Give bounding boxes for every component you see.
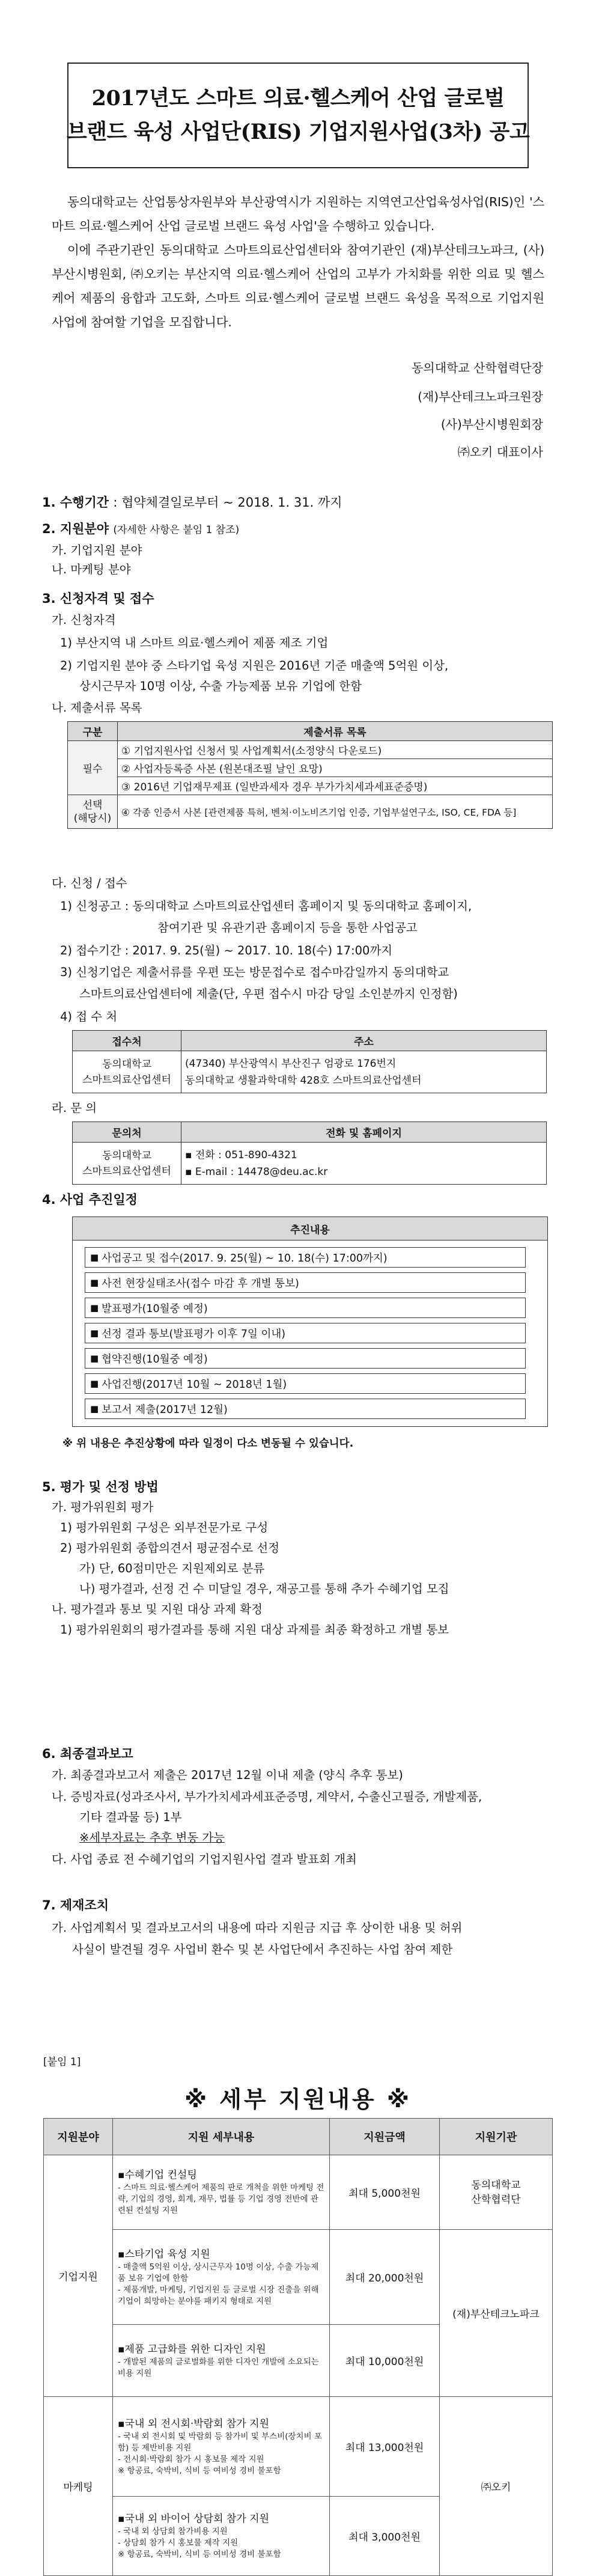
documents-header-list: 제출서류 목록 (118, 722, 553, 741)
support-header-field: 지원분야 (44, 2119, 113, 2155)
section-7-head: 7. 제재조치 (42, 1898, 109, 1912)
support-item-3 (113, 2325, 330, 2397)
support-item-5-desc-2: - 상담회 참가 시 홍보물 제작 지원 (118, 2538, 239, 2548)
section-1-title: 1. 수행기간 (42, 495, 109, 510)
section-3-na: 나. 제출서류 목록 (52, 701, 142, 715)
reception-place (73, 1051, 181, 1093)
apply-1b: 참여기관 및 유관기관 홈페이지 등을 통한 사업공고 (157, 921, 418, 935)
support-item-5-desc-1: - 국내 외 상담회 참가비용 지원 (118, 2527, 228, 2536)
schedule-row-6: ■ 사업진행(2017년 10월 ~ 2018년 1월) (85, 1373, 526, 1394)
reception-place-1: 동의대학교 (102, 1058, 152, 1070)
qualification-2a: 2) 기업지원 분야 중 스타기업 육성 지원은 2016년 기준 매출액 5억원 이상, (60, 659, 449, 673)
documents-optional-label-2: (해당시) (73, 812, 112, 825)
section-5-head: 5. 평가 및 선정 방법 (42, 1480, 159, 1494)
apply-3a: 3) 신청기업은 제출서류를 우편 또는 방문접수로 접수마감일까지 동의대학교 (60, 965, 449, 979)
support-header-org: 지원기관 (440, 2119, 553, 2155)
evaluation-2-ga: 가) 단, 60점미만은 지원제외로 분류 (79, 1561, 265, 1575)
contact-header-info: 전화 및 홈페이지 (181, 1122, 547, 1143)
section-3-head: 3. 신청자격 및 접수 (42, 591, 154, 606)
documents-required-2: ② 사업자등록증 사본 (원본대조필 날인 요망) (118, 759, 553, 777)
documents-table (67, 721, 553, 829)
support-org-1 (440, 2155, 553, 2230)
apply-3b: 스마트의료산업센터에 제출(단, 우편 접수시 마감 당일 소인분까지 인정함) (79, 987, 458, 1001)
reception-address-2: 동의대학교 생활과학대학 428호 스마트의료산업센터 (185, 1074, 422, 1087)
schedule-row-2: ■ 사전 현장실태조사(접수 마감 후 개별 통보) (85, 1272, 526, 1293)
schedule-row-2-text: 사전 현장실태조사(접수 마감 후 개별 통보) (101, 1277, 299, 1290)
support-item-4 (113, 2397, 330, 2497)
schedule-row-4: ■ 선정 결과 통보(발표평가 이후 7일 이내) (85, 1323, 526, 1343)
support-item-4-desc-2: - 전시회·박람회 참가 시 홍보물 제작 지원 (118, 2454, 264, 2464)
title-box (67, 63, 529, 168)
support-item-1-title: ▪수혜기업 컨설팅 (118, 2169, 197, 2181)
schedule-header: 추진내용 (73, 1217, 547, 1241)
documents-required-3: ③ 2016년 기업재무제표 (일반과세자 경우 부가가치세과세표준증명) (118, 777, 553, 795)
title-line-2: 브랜드 육성 사업단(RIS) 기업지원사업(3차) 공고 (66, 120, 530, 144)
schedule-note: ※ 위 내용은 추진상황에 따라 일정이 다소 변동될 수 있습니다. (62, 1438, 354, 1450)
schedule-row-7-text: 보고서 제출(2017년 12월) (101, 1403, 228, 1416)
signer-2: (재)부산테크노파크원장 (418, 389, 543, 404)
reception-place-2: 스마트의료산업센터 (82, 1073, 171, 1086)
contact-place-2: 스마트의료산업센터 (82, 1165, 171, 1177)
documents-required-label: 필수 (68, 741, 118, 795)
support-org-1a: 동의대학교 (471, 2179, 521, 2191)
section-5-na: 나. 평가결과 통보 및 지원 대상 과제 확정 (52, 1602, 263, 1616)
schedule-row-3: ■ 발표평가(10월중 예정) (85, 1298, 526, 1318)
contact-info (181, 1143, 547, 1185)
support-item-2-amount: 최대 20,000천원 (330, 2230, 440, 2325)
reception-address (181, 1051, 547, 1093)
support-item-1-amount: 최대 5,000천원 (330, 2155, 440, 2230)
section-2-item-1: 가. 기업지원 분야 (52, 543, 142, 557)
contact-email: ▪ E-mail : 14478@deu.ac.kr (185, 1165, 328, 1178)
support-item-2-desc-2: - 제품개발, 마케팅, 기업지원 등 글로벌 시장 진출을 위해 기업이 희망하는 분야를 패키지 형태로 지원 (118, 2285, 319, 2306)
reception-address-1: (47340) 부산광역시 부산진구 엄광로 176번지 (185, 1057, 397, 1070)
schedule-row-5: ■ 협약진행(10월중 예정) (85, 1348, 526, 1369)
support-table (43, 2118, 553, 2576)
section-6-head: 6. 최종결과보고 (42, 1747, 133, 1761)
support-item-4-desc-3: ※ 항공료, 숙박비, 식비 등 여비성 경비 불포함 (118, 2465, 281, 2476)
contact-header-place: 문의처 (73, 1122, 181, 1143)
apply-2: 2) 접수기간 : 2017. 9. 25(월) ~ 2017. 10. 18(수) 17:00까지 (60, 944, 393, 957)
schedule-box (72, 1216, 548, 1427)
support-item-4-title: ▪국내 외 전시회·박람회 참가 지원 (118, 2417, 270, 2430)
signer-4: ㈜오키 대표이사 (457, 445, 543, 459)
documents-optional: ④ 각종 인증서 사본 [관련제품 특허, 벤처·이노비즈기업 인증, 기업부설연구소, ISO, CE, FDA 등] (118, 795, 553, 829)
qualification-2b: 상시근무자 10명 이상, 수출 가능제품 보유 기업에 한함 (79, 679, 362, 693)
signer-3: (사)부산시병원회장 (440, 417, 543, 432)
schedule-row-1: ■ 사업공고 및 접수(2017. 9. 25(월) ~ 10. 18(수) 17:00까지) (85, 1247, 526, 1268)
documents-optional-label (68, 795, 118, 829)
contact-place (73, 1143, 181, 1185)
section-6-ga: 가. 최종결과보고서 제출은 2017년 12월 이내 제출 (양식 추후 통보) (52, 1768, 403, 1782)
intro-paragraph-2: 이에 주관기관인 동의대학교 스마트의료산업센터와 참여기관인 (재)부산테크노파크, (사)부산시병원회, ㈜오키는 부산지역 의료·헬스케어 산업의 고부가 가치화를 위한 의료 및 헬스케어 제품의 융합과 고도화, 스마트 의료·헬스케어 글로벌 브랜드 육성을 목적으로 기업지원사업에 참여할 기업을 모집합니다. (52, 243, 544, 329)
support-item-2 (113, 2230, 330, 2325)
section-6-na-1: 나. 증빙자료(성과조사서, 부가가치세과세표준증명, 계약서, 수출신고필증, 개발제품, (52, 1790, 482, 1804)
support-item-5-desc-3: ※ 항공료, 숙박비, 식비 등 여비성 경비 불포함 (118, 2550, 281, 2559)
intro (52, 190, 544, 334)
support-item-2-desc-1: - 매출액 5억원 이상, 상시근무자 10명 이상, 수출 가능제품 보유 기업에 한함 (118, 2262, 319, 2283)
reception-header-place: 접수처 (73, 1031, 181, 1051)
signer-1: 동의대학교 산학협력단장 (412, 361, 543, 375)
section-2-item-2: 나. 마케팅 분야 (52, 563, 131, 576)
schedule-row-6-text: 사업진행(2017년 10월 ~ 2018년 1월) (101, 1378, 287, 1391)
apply-4: 4) 접 수 처 (60, 1010, 118, 1024)
section-1-head (42, 493, 342, 511)
qualification-1: 1) 부산지역 내 스마트 의료·헬스케어 제품 제조 기업 (60, 636, 329, 650)
support-item-1-desc-1: - 스마트 의료·헬스케어 제품의 판로 개척을 위한 마케팅 전략, 기업의 경영, 회계, 재무, 법률 등 기업 경영 전반에 관련된 컨설팅 지원 (118, 2183, 324, 2215)
section-3-da: 다. 신청 / 접수 (52, 876, 127, 890)
documents-required-1: ① 기업지원사업 신청서 및 사업계획서(소정양식 다운로드) (118, 741, 553, 759)
section-2-note: (자세한 사항은 붙임 1 참조) (113, 524, 240, 536)
attachment-title: ※ 세부 지원내용 ※ (184, 2086, 412, 2113)
evaluation-2: 2) 평가위원회 종합의견서 평균점수로 선정 (60, 1541, 280, 1555)
reception-table (72, 1030, 547, 1093)
schedule-row-5-text: 협약진행(10월중 예정) (101, 1353, 208, 1366)
schedule-row-1-text: 사업공고 및 접수(2017. 9. 25(월) ~ 10. 18(수) 17:00까지) (101, 1252, 388, 1265)
support-field-2: 마케팅 (44, 2397, 113, 2576)
support-item-3-amount: 최대 10,000천원 (330, 2325, 440, 2397)
reception-header-address: 주소 (181, 1031, 547, 1051)
evaluation-result-1: 1) 평가위원회의 평가결과를 통해 지원 대상 과제를 최종 확정하고 개별 통보 (60, 1623, 449, 1637)
section-3-ga: 가. 신청자격 (52, 613, 116, 627)
section-5-ga: 가. 평가위원회 평가 (52, 1500, 154, 1514)
attachment-label: [붙임 1] (43, 2056, 81, 2068)
support-item-5 (113, 2497, 330, 2576)
section-7-ga-1: 가. 사업계획서 및 결과보고서의 내용에 따라 지원금 지급 후 상이한 내용 및 허위 (52, 1921, 463, 1935)
section-6-na-2: 기타 결과물 등) 1부 (79, 1810, 182, 1824)
documents-header-category: 구분 (68, 722, 118, 741)
intro-paragraph-1: 동의대학교는 산업통상자원부와 부산광역시가 지원하는 지역연고산업육성사업(RIS)인 '스마트 의료·헬스케어 산업 글로벌 브랜드 육성 사업'을 수행하고 있습니다. (52, 195, 544, 233)
section-2-head (42, 519, 239, 537)
support-org-1b: 산학협력단 (471, 2193, 521, 2206)
schedule-row-7: ■ 보고서 제출(2017년 12월) (85, 1399, 526, 1419)
section-6-note: ※세부자료는 추후 변동 가능 (79, 1831, 225, 1845)
section-1-text: : 협약체결일로부터 ~ 2018. 1. 31. 까지 (113, 495, 342, 510)
support-org-3: ㈜오키 (440, 2397, 553, 2576)
support-item-4-desc-1: - 국내 외 전시회 및 박람회 등 참가비 및 부스비(장치비 포함) 등 제반비용 지원 (118, 2431, 322, 2453)
title-line-1: 2017년도 스마트 의료·헬스케어 산업 글로벌 (91, 86, 505, 111)
section-3-ra: 라. 문 의 (52, 1101, 97, 1115)
documents-optional-label-1: 선택 (82, 799, 103, 811)
contact-table (72, 1122, 547, 1185)
schedule-row-3-text: 발표평가(10월중 예정) (101, 1302, 208, 1315)
support-item-4-amount: 최대 13,000천원 (330, 2397, 440, 2497)
support-item-3-desc-1: - 개발된 제품의 글로벌화를 위한 디자인 개발에 소요되는 비용 지원 (118, 2357, 319, 2378)
apply-1a: 1) 신청공고 : 동의대학교 스마트의료산업센터 홈페이지 및 동의대학교 홈페이지, (60, 899, 472, 913)
contact-phone: ▪ 전화 : 051-890-4321 (185, 1149, 297, 1161)
support-header-detail: 지원 세부내용 (113, 2119, 330, 2155)
support-field-1: 기업지원 (44, 2155, 113, 2397)
section-6-da: 다. 사업 종료 전 수혜기업의 기업지원사업 결과 발표회 개최 (52, 1852, 357, 1866)
schedule-row-4-text: 선정 결과 통보(발표평가 이후 7일 이내) (101, 1328, 286, 1340)
support-item-5-amount: 최대 3,000천원 (330, 2497, 440, 2576)
section-2-title: 2. 지원분야 (42, 522, 109, 536)
section-4-head: 4. 사업 추진일정 (42, 1192, 138, 1207)
evaluation-2-na: 나) 평가결과, 선정 건 수 미달일 경우, 재공고를 통해 추가 수혜기업 모집 (79, 1582, 449, 1596)
evaluation-1: 1) 평가위원회 구성은 외부전문가로 구성 (60, 1521, 269, 1534)
support-org-2: (재)부산테크노파크 (440, 2230, 553, 2397)
support-item-5-title: ▪국내 외 바이어 상담회 참가 지원 (118, 2513, 270, 2525)
contact-place-1: 동의대학교 (102, 1149, 152, 1162)
section-7-ga-2: 사실이 발견될 경우 사업비 환수 및 본 사업단에서 추진하는 사업 참여 제한 (72, 1943, 453, 1956)
support-item-1 (113, 2155, 330, 2230)
support-item-2-title: ▪스타기업 육성 지원 (118, 2248, 210, 2260)
support-header-amount: 지원금액 (330, 2119, 440, 2155)
support-item-3-title: ▪제품 고급화를 위한 디자인 지원 (118, 2343, 266, 2355)
